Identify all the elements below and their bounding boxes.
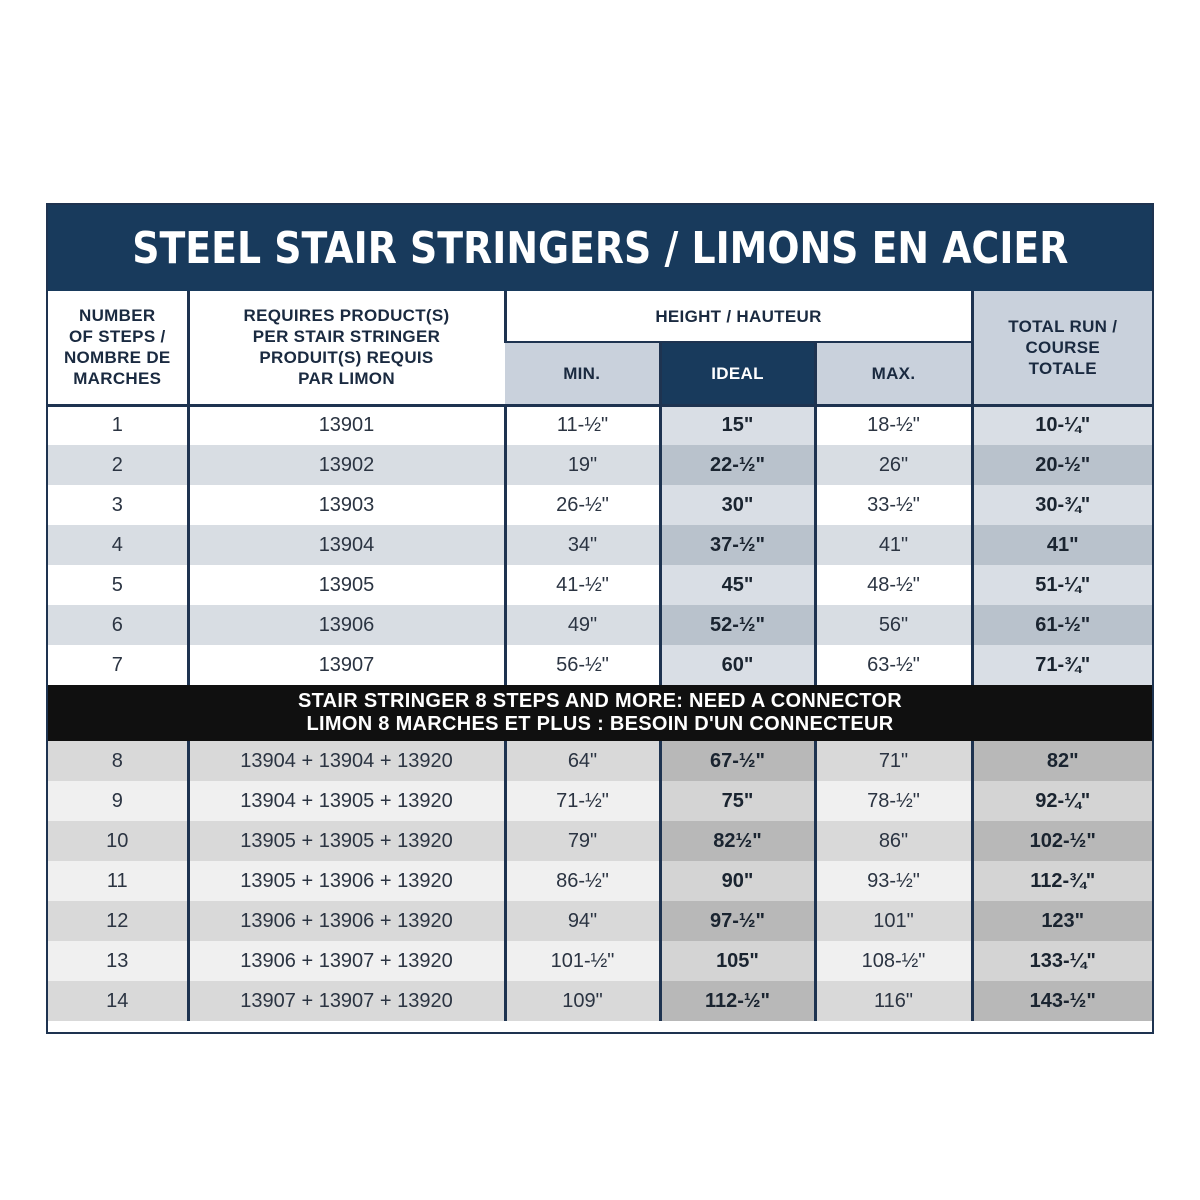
- max-cell: 116": [815, 981, 972, 1021]
- rows-with-connector: [48, 741, 1152, 1021]
- total-run-header: [972, 291, 1152, 405]
- max-cell: 48-½": [815, 565, 972, 605]
- product-cell: 13904: [188, 525, 505, 565]
- stringer-table-frame: [46, 203, 1154, 1034]
- table-row: [48, 605, 1152, 645]
- min-cell: 49": [505, 605, 660, 645]
- steps-cell: 13: [48, 941, 188, 981]
- total-run-cell: 41": [972, 525, 1152, 565]
- min-cell: 34": [505, 525, 660, 565]
- min-cell: 11-½": [505, 405, 660, 445]
- min-header: MIN.: [505, 342, 660, 405]
- total-run-cell: 10-¼": [972, 405, 1152, 445]
- steps-header-line: OF STEPS /: [68, 327, 166, 347]
- steps-cell: 6: [48, 605, 188, 645]
- product-cell: 13906: [188, 605, 505, 645]
- ideal-cell: 52-½": [660, 605, 815, 645]
- connector-banner-line-fr: LIMON 8 MARCHES ET PLUS : BESOIN D'UN CONNECTEUR: [306, 713, 894, 735]
- steps-cell: 2: [48, 445, 188, 485]
- table-title: STEEL STAIR STRINGERS / LIMONS EN ACIER: [131, 222, 1069, 274]
- ideal-cell: 30": [660, 485, 815, 525]
- min-cell: 109": [505, 981, 660, 1021]
- steps-header-line: NUMBER: [79, 306, 156, 326]
- ideal-cell: 15": [660, 405, 815, 445]
- product-cell: 13904 + 13905 + 13920: [188, 781, 505, 821]
- total-run-cell: 51-¼": [972, 565, 1152, 605]
- table-row: [48, 941, 1152, 981]
- max-cell: 63-½": [815, 645, 972, 685]
- total-run-cell: 71-¾": [972, 645, 1152, 685]
- total-run-header-line: COURSE: [1025, 337, 1101, 357]
- total-run-cell: 123": [972, 901, 1152, 941]
- connector-banner: [48, 685, 1152, 741]
- min-cell: 19": [505, 445, 660, 485]
- steps-cell: 7: [48, 645, 188, 685]
- product-cell: 13901: [188, 405, 505, 445]
- max-cell: 71": [815, 741, 972, 781]
- max-cell: 78-½": [815, 781, 972, 821]
- connector-banner-line-en: STAIR STRINGER 8 STEPS AND MORE: NEED A CONNECTOR: [297, 690, 902, 712]
- table-row: [48, 781, 1152, 821]
- ideal-cell: 60": [660, 645, 815, 685]
- product-header-line: PER STAIR STRINGER: [252, 327, 441, 347]
- table-row: [48, 565, 1152, 605]
- table-row: [48, 485, 1152, 525]
- product-header-line: REQUIRES PRODUCT(S): [243, 306, 450, 326]
- min-cell: 94": [505, 901, 660, 941]
- steps-cell: 8: [48, 741, 188, 781]
- total-run-cell: 61-½": [972, 605, 1152, 645]
- product-cell: 13906 + 13907 + 13920: [188, 941, 505, 981]
- table-row: [48, 901, 1152, 941]
- product-cell: 13902: [188, 445, 505, 485]
- connector-banner-cell: [48, 685, 1152, 741]
- total-run-cell: 82": [972, 741, 1152, 781]
- table-title-bar: [48, 205, 1152, 291]
- steps-cell: 3: [48, 485, 188, 525]
- min-cell: 64": [505, 741, 660, 781]
- total-run-cell: 20-½": [972, 445, 1152, 485]
- product-cell: 13906 + 13906 + 13920: [188, 901, 505, 941]
- steps-header: [48, 291, 188, 405]
- total-run-cell: 133-¼": [972, 941, 1152, 981]
- max-header: MAX.: [815, 342, 972, 405]
- ideal-cell: 90": [660, 861, 815, 901]
- ideal-cell: 45": [660, 565, 815, 605]
- steps-cell: 4: [48, 525, 188, 565]
- ideal-cell: 112-½": [660, 981, 815, 1021]
- max-cell: 41": [815, 525, 972, 565]
- table-row: [48, 405, 1152, 445]
- steps-cell: 12: [48, 901, 188, 941]
- product-cell: 13907: [188, 645, 505, 685]
- min-cell: 56-½": [505, 645, 660, 685]
- steps-cell: 11: [48, 861, 188, 901]
- ideal-cell: 97-½": [660, 901, 815, 941]
- product-cell: 13905 + 13906 + 13920: [188, 861, 505, 901]
- total-run-header-line: TOTALE: [1028, 358, 1097, 378]
- table-row: [48, 821, 1152, 861]
- max-cell: 93-½": [815, 861, 972, 901]
- ideal-cell: 22-½": [660, 445, 815, 485]
- table-row: [48, 525, 1152, 565]
- max-cell: 18-½": [815, 405, 972, 445]
- min-cell: 26-½": [505, 485, 660, 525]
- product-header: [188, 291, 505, 405]
- steps-cell: 10: [48, 821, 188, 861]
- total-run-cell: 92-¼": [972, 781, 1152, 821]
- steps-cell: 9: [48, 781, 188, 821]
- ideal-header: IDEAL: [660, 342, 815, 405]
- table-row: [48, 741, 1152, 781]
- min-cell: 86-½": [505, 861, 660, 901]
- product-cell: 13904 + 13904 + 13920: [188, 741, 505, 781]
- steps-cell: 1: [48, 405, 188, 445]
- product-header-line: PRODUIT(S) REQUIS: [259, 348, 434, 368]
- height-header: HEIGHT / HAUTEUR: [505, 291, 972, 342]
- product-cell: 13905: [188, 565, 505, 605]
- product-cell: 13905 + 13905 + 13920: [188, 821, 505, 861]
- min-cell: 79": [505, 821, 660, 861]
- table-row: [48, 645, 1152, 685]
- ideal-cell: 75": [660, 781, 815, 821]
- steps-header-line: NOMBRE DE: [63, 348, 171, 368]
- ideal-cell: 37-½": [660, 525, 815, 565]
- total-run-cell: 112-¾": [972, 861, 1152, 901]
- total-run-header-line: TOTAL RUN /: [1008, 316, 1118, 336]
- min-cell: 71-½": [505, 781, 660, 821]
- table-row: [48, 445, 1152, 485]
- max-cell: 26": [815, 445, 972, 485]
- product-cell: 13903: [188, 485, 505, 525]
- table-row: [48, 981, 1152, 1021]
- steps-cell: 5: [48, 565, 188, 605]
- ideal-cell: 105": [660, 941, 815, 981]
- total-run-cell: 143-½": [972, 981, 1152, 1021]
- product-cell: 13907 + 13907 + 13920: [188, 981, 505, 1021]
- max-cell: 56": [815, 605, 972, 645]
- total-run-cell: 30-¾": [972, 485, 1152, 525]
- min-cell: 101-½": [505, 941, 660, 981]
- stringer-table: [48, 291, 1152, 1021]
- max-cell: 86": [815, 821, 972, 861]
- ideal-cell: 67-½": [660, 741, 815, 781]
- ideal-cell: 82½": [660, 821, 815, 861]
- max-cell: 101": [815, 901, 972, 941]
- rows-single-stringer: [48, 405, 1152, 685]
- max-cell: 33-½": [815, 485, 972, 525]
- steps-header-line: MARCHES: [73, 369, 162, 389]
- product-header-line: PAR LIMON: [298, 369, 395, 389]
- max-cell: 108-½": [815, 941, 972, 981]
- steps-cell: 14: [48, 981, 188, 1021]
- connector-banner-section: [48, 685, 1152, 741]
- total-run-cell: 102-½": [972, 821, 1152, 861]
- table-row: [48, 861, 1152, 901]
- min-cell: 41-½": [505, 565, 660, 605]
